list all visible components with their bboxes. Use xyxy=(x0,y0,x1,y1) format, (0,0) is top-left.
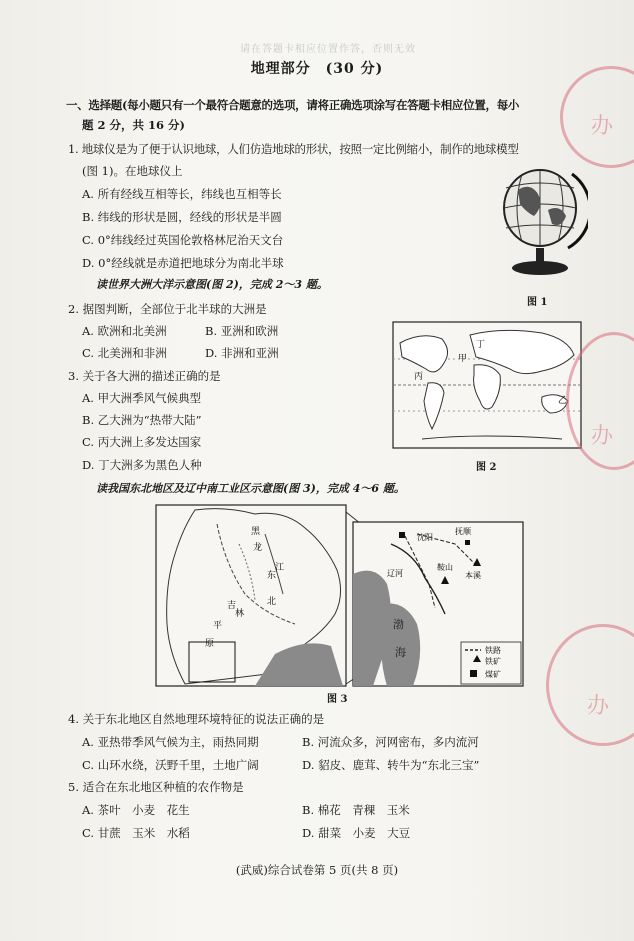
fig2-label-jia: 甲 xyxy=(458,354,468,364)
fig3-label-liaohe: 辽河 xyxy=(387,569,403,578)
q1-stem-line1: 1. 地球仪是为了便于认识地球，人们仿造地球的形状，按照一定比例缩小，制作的地球模型 xyxy=(68,142,519,156)
intro-2-3: 读世界大洲大洋示意图(图 2)，完成 2～3 题。 xyxy=(96,278,328,291)
official-stamp-top xyxy=(560,66,634,168)
fig2-caption: 图 2 xyxy=(476,462,497,473)
fig3-label-long: 龙 xyxy=(253,543,263,553)
page-footer: (武威)综合试卷第 5 页(共 8 页) xyxy=(235,863,399,877)
intro-4-6: 读我国东北地区及辽中南工业区示意图(图 3)，完成 4～6 题。 xyxy=(96,482,405,495)
q4-option-b: B. 河流众多，河网密布，多内流河 xyxy=(302,735,479,749)
fig3-legend-coal: 煤矿 xyxy=(485,670,501,679)
fig1-caption: 图 1 xyxy=(527,297,548,308)
fig3-label-benxi: 本溪 xyxy=(465,571,481,580)
stamp-top-text: 办 xyxy=(591,114,614,139)
q4-stem: 4. 关于东北地区自然地理环境特征的说法正确的是 xyxy=(68,712,325,726)
q2-option-d: D. 非洲和亚洲 xyxy=(205,346,279,360)
northeast-map-figure xyxy=(155,504,525,687)
q3-stem: 3. 关于各大洲的描述正确的是 xyxy=(68,369,221,383)
fig3-label-hei: 黑 xyxy=(251,527,261,537)
q5-option-b: B. 棉花 青稞 玉米 xyxy=(302,803,410,817)
fig3-label-bei: 北 xyxy=(267,597,277,607)
fig3-label-dong: 东 xyxy=(267,571,277,581)
fig3-label-ping: 平 xyxy=(213,621,223,631)
fig3-legend-railway: 铁路 xyxy=(485,646,501,655)
q4-option-c: C. 山环水绕，沃野千里，土地广阔 xyxy=(82,758,259,772)
fig3-label-lin: 林 xyxy=(235,609,245,619)
fig2-label-ding: 丁 xyxy=(476,340,486,350)
world-map-figure xyxy=(392,321,582,449)
fig3-label-anshan: 鞍山 xyxy=(437,563,453,572)
q3-option-d: D. 丁大洲多为黑色人种 xyxy=(82,458,202,472)
q4-option-d: D. 貂皮、鹿茸、转牛为“东北三宝” xyxy=(302,758,480,772)
q1-option-c: C. 0°纬线经过英国伦敦格林尼治天文台 xyxy=(82,233,284,247)
fig3-label-hai: 海 xyxy=(395,646,406,659)
q1-option-d: D. 0°经线就是赤道把地球分为南北半球 xyxy=(82,256,284,270)
stamp-middle-text: 办 xyxy=(591,424,614,449)
q3-option-c: C. 丙大洲上多发达国家 xyxy=(82,435,202,449)
fig3-legend-iron: 铁矿 xyxy=(485,657,501,666)
q2-option-c: C. 北美洲和非洲 xyxy=(82,346,167,360)
q2-stem: 2. 据图判断，全部位于北半球的大洲是 xyxy=(68,302,267,316)
q3-option-b: B. 乙大洲为“热带大陆” xyxy=(82,413,202,427)
q5-option-d: D. 甜菜 小麦 大豆 xyxy=(302,826,411,840)
fig3-label-bo: 渤 xyxy=(393,618,404,631)
q2-option-a: A. 欧洲和北美洲 xyxy=(82,324,167,338)
fig3-label-jiang: 江 xyxy=(275,563,285,573)
fig3-label-ji: 吉 xyxy=(227,601,237,611)
q1-option-a: A. 所有经线互相等长，纬线也互相等长 xyxy=(82,187,282,201)
official-stamp-bottom xyxy=(546,624,634,746)
fig3-label-fushun: 抚顺 xyxy=(455,527,471,536)
q5-stem: 5. 适合在东北地区种植的农作物是 xyxy=(68,780,244,794)
section-heading-line2: 题 2 分，共 16 分) xyxy=(82,118,185,132)
globe-figure xyxy=(498,160,588,285)
fig2-label-bing: 丙 xyxy=(414,372,424,382)
section-title: 地理部分 (30 分) xyxy=(250,61,384,77)
q4-option-a: A. 亚热带季风气候为主，雨热同期 xyxy=(82,735,259,749)
q1-stem-line2: (图 1)。在地球仪上 xyxy=(82,164,183,178)
q1-option-b: B. 纬线的形状是圆，经线的形状是半圆 xyxy=(82,210,282,224)
fig3-caption: 图 3 xyxy=(327,694,348,705)
stamp-bottom-text: 办 xyxy=(587,694,610,719)
q2-option-b: B. 亚洲和欧洲 xyxy=(205,324,279,338)
section-heading-line1: 一、选择题(每小题只有一个最符合题意的选项，请将正确选项涂写在答题卡相应位置，每小 xyxy=(66,98,520,112)
fig2-label-yi: 乙 xyxy=(558,396,568,406)
fig3-label-yuan: 原 xyxy=(205,639,215,649)
q5-option-c: C. 甘蔗 玉米 水稻 xyxy=(82,826,190,840)
fig3-label-shenyang: 沈阳 xyxy=(417,533,433,542)
bleed-through-text: 请在答题卡相应位置作答，否则无效 xyxy=(240,44,416,55)
q3-option-a: A. 甲大洲季风气候典型 xyxy=(82,391,202,405)
q5-option-a: A. 茶叶 小麦 花生 xyxy=(82,803,190,817)
